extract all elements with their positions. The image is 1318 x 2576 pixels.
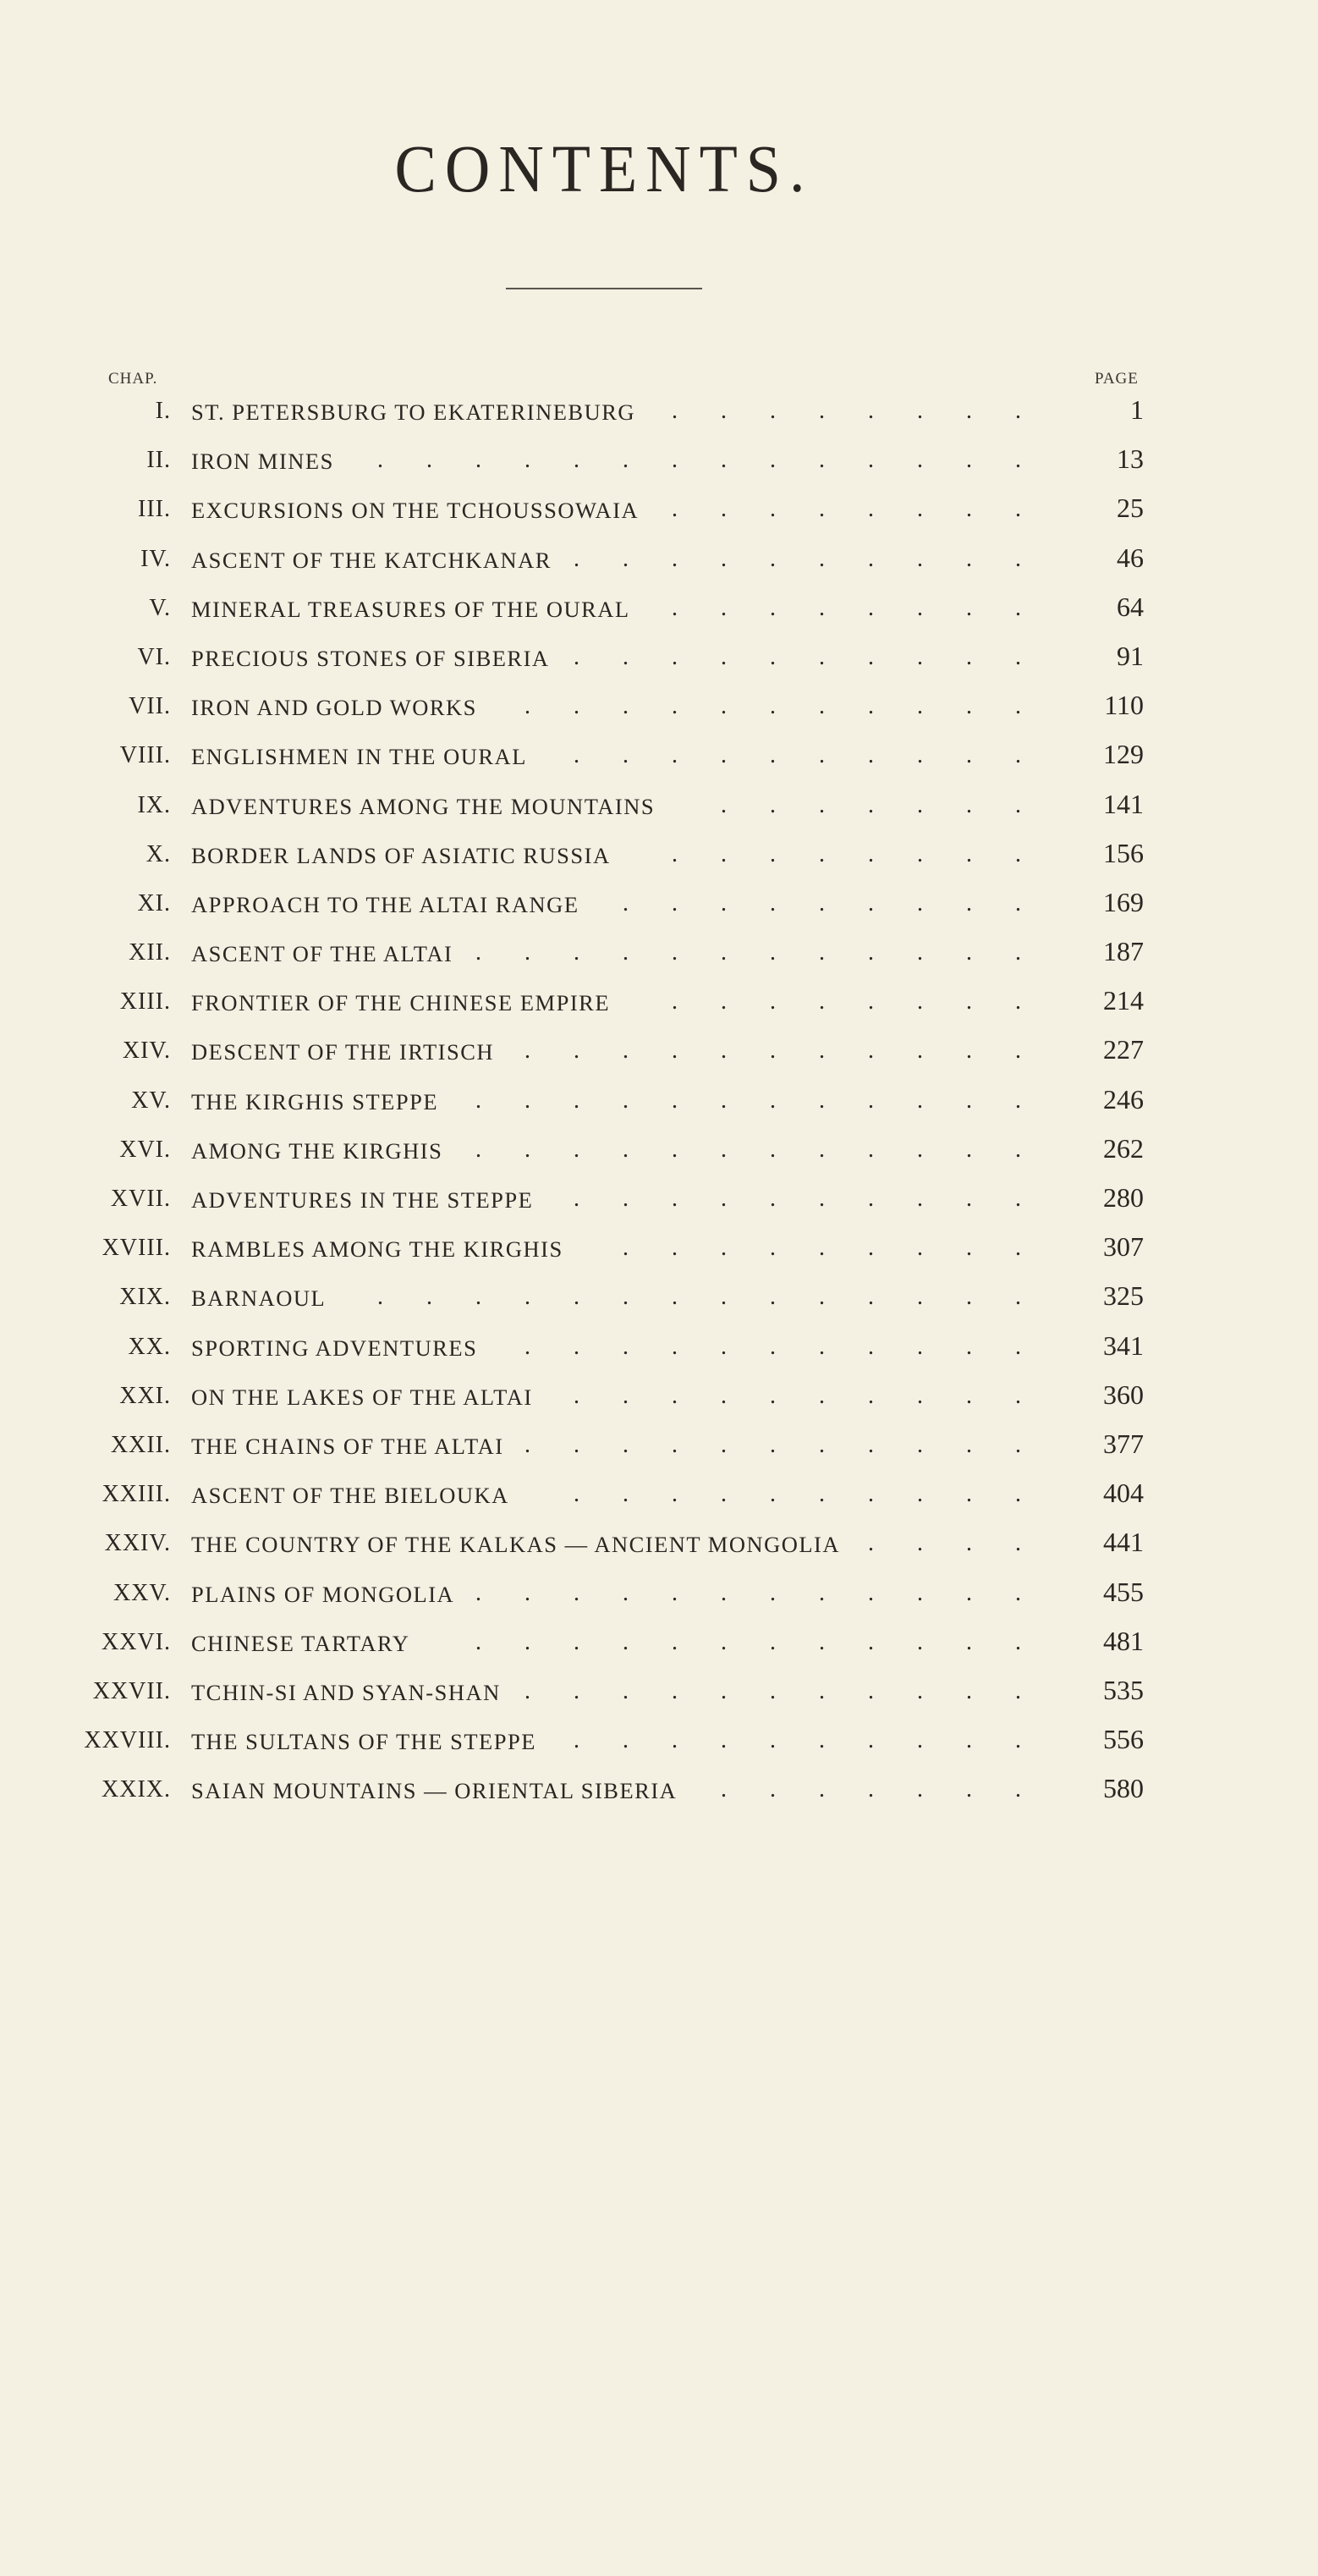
chapter-title: BORDER LANDS OF ASIATIC RUSSIA	[191, 842, 611, 868]
toc-entry	[0, 834, 1318, 883]
dot-leader: ..........	[574, 1727, 1064, 1754]
chapter-number: XIII.	[119, 988, 171, 1016]
chapter-title: CHINESE TARTARY	[191, 1630, 410, 1656]
chapter-number: VII.	[129, 693, 171, 720]
dot-leader: ..........	[574, 643, 1064, 670]
page-number: 580	[1103, 1773, 1144, 1804]
chapter-title: IRON MINES	[191, 449, 334, 475]
dot-leader: ..........	[574, 742, 1064, 769]
chapter-number: III.	[138, 496, 171, 523]
dot-leader: ........	[672, 594, 1064, 621]
toc-entry	[0, 1425, 1318, 1474]
dot-leader: ............	[475, 1087, 1064, 1114]
toc-entry	[0, 1523, 1318, 1572]
page-number: 91	[1117, 640, 1144, 671]
toc-entry	[0, 735, 1318, 784]
dot-leader: ............	[475, 1628, 1064, 1655]
dot-leader: ............	[475, 1579, 1064, 1606]
toc-entry	[0, 1277, 1318, 1326]
chapter-number: XXVI.	[102, 1628, 171, 1655]
page-number: 64	[1117, 591, 1144, 622]
toc-entry	[0, 1081, 1318, 1130]
toc-entry	[0, 1720, 1318, 1770]
page-number: 307	[1103, 1231, 1144, 1263]
chapter-title: IRON AND GOLD WORKS	[191, 695, 477, 721]
dot-leader: ........	[672, 496, 1064, 523]
dot-leader: ........	[672, 988, 1064, 1016]
chapter-title: EXCURSIONS ON THE TCHOUSSOWAIA	[191, 498, 640, 524]
toc-entry	[0, 539, 1318, 588]
chapter-number: XXII.	[110, 1431, 171, 1458]
page-number: 1	[1130, 394, 1144, 425]
chapter-number: XVII.	[110, 1186, 171, 1212]
dot-leader: ............	[475, 1136, 1064, 1163]
dot-leader: ..........	[574, 1186, 1064, 1212]
page-number: 25	[1117, 493, 1144, 524]
chapter-number: XXIX.	[102, 1776, 171, 1803]
dot-leader: .........	[623, 889, 1064, 916]
chapter-title: THE KIRGHIS STEPPE	[191, 1088, 439, 1115]
dot-leader: ...........	[524, 693, 1064, 720]
page-column-header: PAGE	[1095, 370, 1139, 388]
page-number: 187	[1103, 936, 1144, 967]
page-number: 129	[1103, 739, 1144, 770]
page-number: 169	[1103, 886, 1144, 917]
chapter-number: IV.	[140, 545, 171, 572]
chapter-title: AMONG THE KIRGHIS	[191, 1137, 443, 1164]
toc-entry	[0, 1031, 1318, 1080]
chapter-number: XXIV.	[104, 1530, 171, 1557]
page-number: 481	[1103, 1625, 1144, 1656]
chapter-title: DESCENT OF THE IRTISCH	[191, 1039, 495, 1065]
chapter-number: XI.	[137, 889, 171, 916]
chapter-title: ST. PETERSBURG TO EKATERINEBURG	[191, 399, 636, 425]
page-title: CONTENTS.	[394, 131, 814, 207]
page-number: 455	[1103, 1576, 1144, 1607]
chapter-number: XVI.	[119, 1136, 171, 1163]
toc-entry	[0, 933, 1318, 982]
page-number: 341	[1103, 1329, 1144, 1361]
chapter-title: SPORTING ADVENTURES	[191, 1335, 478, 1361]
toc-entry	[0, 1770, 1318, 1819]
chapter-number: VIII.	[119, 742, 171, 769]
page-number: 46	[1117, 542, 1144, 573]
chapter-number: II.	[146, 447, 171, 474]
toc-entry	[0, 391, 1318, 440]
dot-leader: .........	[623, 1235, 1064, 1262]
page-number: 535	[1103, 1674, 1144, 1705]
dot-leader: ..........	[574, 1382, 1064, 1409]
chapter-title: APPROACH TO THE ALTAI RANGE	[191, 891, 579, 917]
chapter-number: XXIII.	[102, 1481, 171, 1508]
chapter-number: XXVII.	[92, 1677, 171, 1704]
chapter-title: ON THE LAKES OF THE ALTAI	[191, 1384, 533, 1410]
page-number: 441	[1103, 1527, 1144, 1558]
toc-entry	[0, 1327, 1318, 1376]
page-number: 141	[1103, 788, 1144, 819]
chapter-title: PRECIOUS STONES OF SIBERIA	[191, 645, 550, 671]
toc-entry	[0, 686, 1318, 735]
chapter-number: XVIII.	[102, 1235, 171, 1262]
page-number: 110	[1104, 690, 1144, 721]
toc-entry	[0, 588, 1318, 637]
dot-leader: ........	[672, 398, 1064, 424]
dot-leader: ..........	[574, 545, 1064, 572]
chapter-title: ADVENTURES IN THE STEPPE	[191, 1187, 534, 1213]
toc-entry	[0, 1228, 1318, 1277]
toc-entry	[0, 1622, 1318, 1671]
toc-entry	[0, 440, 1318, 489]
chapter-title: FRONTIER OF THE CHINESE EMPIRE	[191, 990, 611, 1016]
chapter-number: XXI.	[119, 1382, 171, 1409]
dot-leader: ...........	[524, 1431, 1064, 1458]
page-number: 13	[1117, 443, 1144, 475]
page-number: 246	[1103, 1083, 1144, 1115]
chapter-number: XXV.	[113, 1579, 171, 1606]
toc-entry	[0, 785, 1318, 834]
chapter-title: SAIAN MOUNTAINS — ORIENTAL SIBERIA	[191, 1778, 678, 1804]
dot-leader: .......	[721, 1776, 1064, 1803]
chapter-number: VI.	[137, 643, 171, 670]
chapter-title: MINERAL TREASURES OF THE OURAL	[191, 596, 630, 622]
dot-leader: ..............	[377, 447, 1064, 474]
dot-leader: ........	[672, 840, 1064, 867]
dot-leader: ...........	[524, 1677, 1064, 1704]
toc-entry	[0, 1376, 1318, 1425]
chapter-number: XIX.	[119, 1284, 171, 1311]
dot-leader: ..........	[574, 1481, 1064, 1508]
chapter-number: XXVIII.	[84, 1727, 171, 1754]
chapter-title: THE COUNTRY OF THE KALKAS — ANCIENT MONGOLIA	[191, 1532, 841, 1558]
page-number: 377	[1103, 1428, 1144, 1459]
chapter-title: RAMBLES AMONG THE KIRGHIS	[191, 1236, 563, 1263]
toc-entry	[0, 1130, 1318, 1179]
chapter-number: XX.	[128, 1333, 171, 1360]
toc-entry	[0, 1179, 1318, 1228]
dot-leader: ..............	[377, 1284, 1064, 1311]
page-number: 404	[1103, 1478, 1144, 1509]
dot-leader: ...........	[524, 1333, 1064, 1360]
page-number: 360	[1103, 1379, 1144, 1410]
dot-leader: ...........	[524, 1038, 1064, 1065]
chapter-number: XII.	[129, 939, 171, 966]
chapter-title: PLAINS OF MONGOLIA	[191, 1581, 455, 1607]
chapter-number: XIV.	[122, 1038, 171, 1065]
dot-leader: ....	[868, 1530, 1064, 1557]
dot-leader: ............	[475, 939, 1064, 966]
dot-leader: .......	[721, 791, 1064, 818]
chapter-number: I.	[155, 398, 171, 424]
title-divider	[506, 288, 702, 289]
page-number: 214	[1103, 985, 1144, 1016]
toc-entry	[0, 883, 1318, 933]
chapter-title: ADVENTURES AMONG THE MOUNTAINS	[191, 793, 656, 819]
toc-entry	[0, 489, 1318, 538]
chapter-column-header: CHAP.	[108, 370, 158, 388]
page-number: 325	[1103, 1280, 1144, 1312]
chapter-number: X.	[146, 840, 171, 867]
page-number: 262	[1103, 1132, 1144, 1164]
chapter-title: ASCENT OF THE ALTAI	[191, 941, 453, 967]
chapter-title: TCHIN-SI AND SYAN-SHAN	[191, 1679, 501, 1705]
page-number: 556	[1103, 1724, 1144, 1755]
chapter-title: THE SULTANS OF THE STEPPE	[191, 1729, 536, 1755]
table-of-contents	[0, 391, 1318, 1819]
toc-entry	[0, 1671, 1318, 1720]
chapter-title: ASCENT OF THE BIELOUKA	[191, 1483, 509, 1509]
chapter-number: IX.	[137, 791, 171, 818]
toc-entry	[0, 1474, 1318, 1523]
page-number: 156	[1103, 837, 1144, 868]
chapter-title: ASCENT OF THE KATCHKANAR	[191, 547, 552, 573]
toc-entry	[0, 982, 1318, 1031]
toc-entry	[0, 637, 1318, 686]
chapter-title: BARNAOUL	[191, 1285, 327, 1312]
chapter-number: XV.	[131, 1087, 171, 1114]
chapter-title: ENGLISHMEN IN THE OURAL	[191, 744, 527, 770]
page-number: 227	[1103, 1034, 1144, 1065]
page-number: 280	[1103, 1182, 1144, 1213]
chapter-number: V.	[149, 594, 171, 621]
chapter-title: THE CHAINS OF THE ALTAI	[191, 1433, 504, 1459]
toc-entry	[0, 1573, 1318, 1622]
